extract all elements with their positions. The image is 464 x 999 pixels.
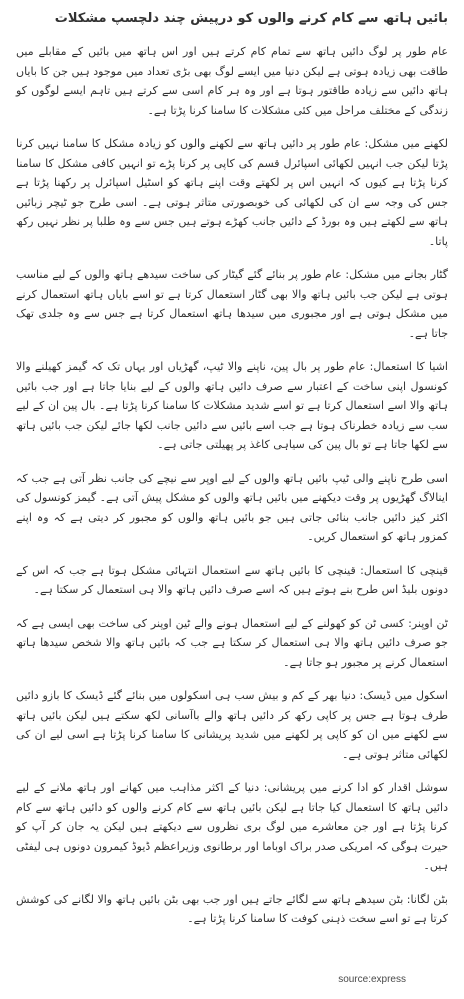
- buttons-paragraph: بٹن لگانا: بٹن سیدھے ہاتھ سے لگائے جاتے ہیں اور جب بھی بٹن بائیں ہاتھ والا لگانے کی کوشش کرتا ہے تو اسے سخت ذہنی کوفت کا سامنا کرنا پڑتا ہے۔: [16, 892, 448, 925]
- article-title: بائیں ہاتھ سے کام کرنے والوں کو درپیش چند دلچسپ مشکلات: [54, 11, 448, 26]
- school-desk-paragraph: اسکول میں ڈیسک: دنیا بھر کے کم و بیش سب ہی اسکولوں میں بنائے گئے ڈیسک کا بازو دائیں طرف ہوتا ہے جس پر کاپی رکھ کر دائیں ہاتھ والے باآسانی لکھ سکتے ہیں لیکن بائیں ہاتھ سے لکھنے میں ان کو کاپی پر لکھنے میں شدید پریشانی کا سامنا کرنا پڑتا ہے اسی لیے ان کی لکھائی متاثر ہوتی ہے۔: [16, 689, 448, 761]
- intro-paragraph: عام طور پر لوگ دائیں ہاتھ سے تمام کام کرتے ہیں اور اس ہاتھ میں بائیں کے مقابلے میں طاقت بھی زیادہ ہوتی ہے لیکن دنیا میں ایسے لوگ بھی بڑی تعداد میں موجود ہیں جن کا بایاں ہاتھ دائیں سے زیادہ طاقتور ہوتا ہے اور وہ ہر کام اسی سے کرتے ہیں تاہم ایسے لوگوں کو زندگی کے مختلف مراحل میں کئی مشکلات کا سامنا کرنا پڑتا ہے۔: [16, 45, 448, 117]
- writing-difficulty-paragraph: لکھنے میں مشکل: عام طور پر دائیں ہاتھ سے لکھنے والوں کو زیادہ مشکل کا سامنا نہیں کرنا پڑتا لیکن جب انہیں لکھائی اسپائرل قسم کی کاپی پر کرنا پڑے تو انہیں کافی مشکل کا سامنا کرنا پڑتا ہے کیوں کہ انہیں اس پر لکھتے وقت اپنے ہاتھ کو اسٹیل اسپائرل پر رکھنا پڑتا ہے جس کی وجہ سے ان کی لکھائی کی خوبصورتی متاثر ہوتی ہے۔ اسی طرح جو ٹیچر زبائیں ہاتھ سے لکھتے ہیں وہ بورڈ کے دائیں جانب کھڑے ہوتے ہیں جس سے وہ طلبا پر نظر نہیں رکھ پاتا۔: [16, 137, 448, 248]
- source-watermark: source:express: [338, 974, 406, 985]
- tin-opener-paragraph: ٹن اوپنر: کسی ٹن کو کھولنے کے لیے استعمال ہونے والے ٹین اوپنر کی ساخت بھی ایسی ہے کہ جو صرف دائیں ہاتھ والا ہی استعمال کر سکتا ہے جب کہ بائیں ہاتھ والا شخص سیدھا ہاتھ استعمال کرنے پر مجبور ہو جاتا ہے۔: [16, 616, 448, 669]
- tape-watch-console-paragraph: اسی طرح ناپنے والی ٹیپ بائیں ہاتھ والوں کے لیے اوپر سے نیچے کی جانب نظر آتی ہے جب کہ اینالاگ گھڑیوں پر وقت دیکھنے میں بائیں ہاتھ والوں کو مشکل پیش آتی ہے۔ گیمز کونسول کی اکثر کیز دائیں جانب بنائی جاتی ہیں جو بائیں ہاتھ والوں کو مجبور کر دیتی ہے کہ وہ اپنے کمزور ہاتھ کو استعمال کریں۔: [16, 471, 448, 543]
- social-values-paragraph: سوشل اقدار کو ادا کرنے میں پریشانی: دنیا کے اکثر مذاہب میں کھانے اور ہاتھ ملانے کے لیے دائیں ہاتھ کا استعمال کیا جاتا ہے لیکن بائیں ہاتھ سے کام کرنے والوں کو دائیں ہاتھ سے کام کرنا پڑتا ہے اور جن معاشرے میں لوگ بری نظروں سے دیکھتے ہیں لیکن یہ جان کر آپ کو حیرت ہوگی کہ امریکی صدر براک اوباما اور برطانوی وزیراعظم ڈیوڈ کیمرون دونوں ہی لیفٹی ہیں۔: [16, 781, 448, 872]
- guitar-difficulty-paragraph: گٹار بجانے میں مشکل: عام طور پر بنائے گئے گیٹار کی ساخت سیدھے ہاتھ والوں کے لیے مناسب ہوتی ہے لیکن جب بائیں ہاتھ والا بھی گٹار استعمال کرتا ہے تو اسے بایاں ہاتھ استعمال کرنے میں مشکل ہوتی ہے اور مجبوری میں سیدھا ہاتھ استعمال کرتا ہے جس سے وہ جلدی تھک جاتا ہے۔: [16, 268, 448, 340]
- scissors-paragraph: قینچی کا استعمال: قینچی کا بائیں ہاتھ سے استعمال انتہائی مشکل ہوتا ہے جب کہ اس کے دونوں بلیڈ اس طرح بنے ہوتے ہیں کہ اسے صرف دائیں ہاتھ والا ہی استعمال کر سکتا ہے۔: [16, 563, 448, 596]
- objects-usage-paragraph: اشیا کا استعمال: عام طور پر بال پین، ناپنے والا ٹیپ، گھڑیاں اور یہاں تک کہ گیمز کھیلنے والا کونسول اپنی ساخت کے اعتبار سے صرف دائیں ہاتھ والوں کے لیے بنایا جاتا ہے اور جب بائیں ہاتھ والا اسے استعمال کرتا ہے تو اسے شدید مشکلات کا سامنا کرنا پڑتا ہے۔ بال پین ان کے لیے سب سے زیادہ خطرناک ہوتا ہے جب اسے بائیں سے دائیں جانب لکھا جائے لیکن جب بائیں ہاتھ سے لکھا جاتا ہے تو بال پین کی سیاہی کاغذ پر پھیلتی جاتی ہے۔: [16, 360, 448, 451]
